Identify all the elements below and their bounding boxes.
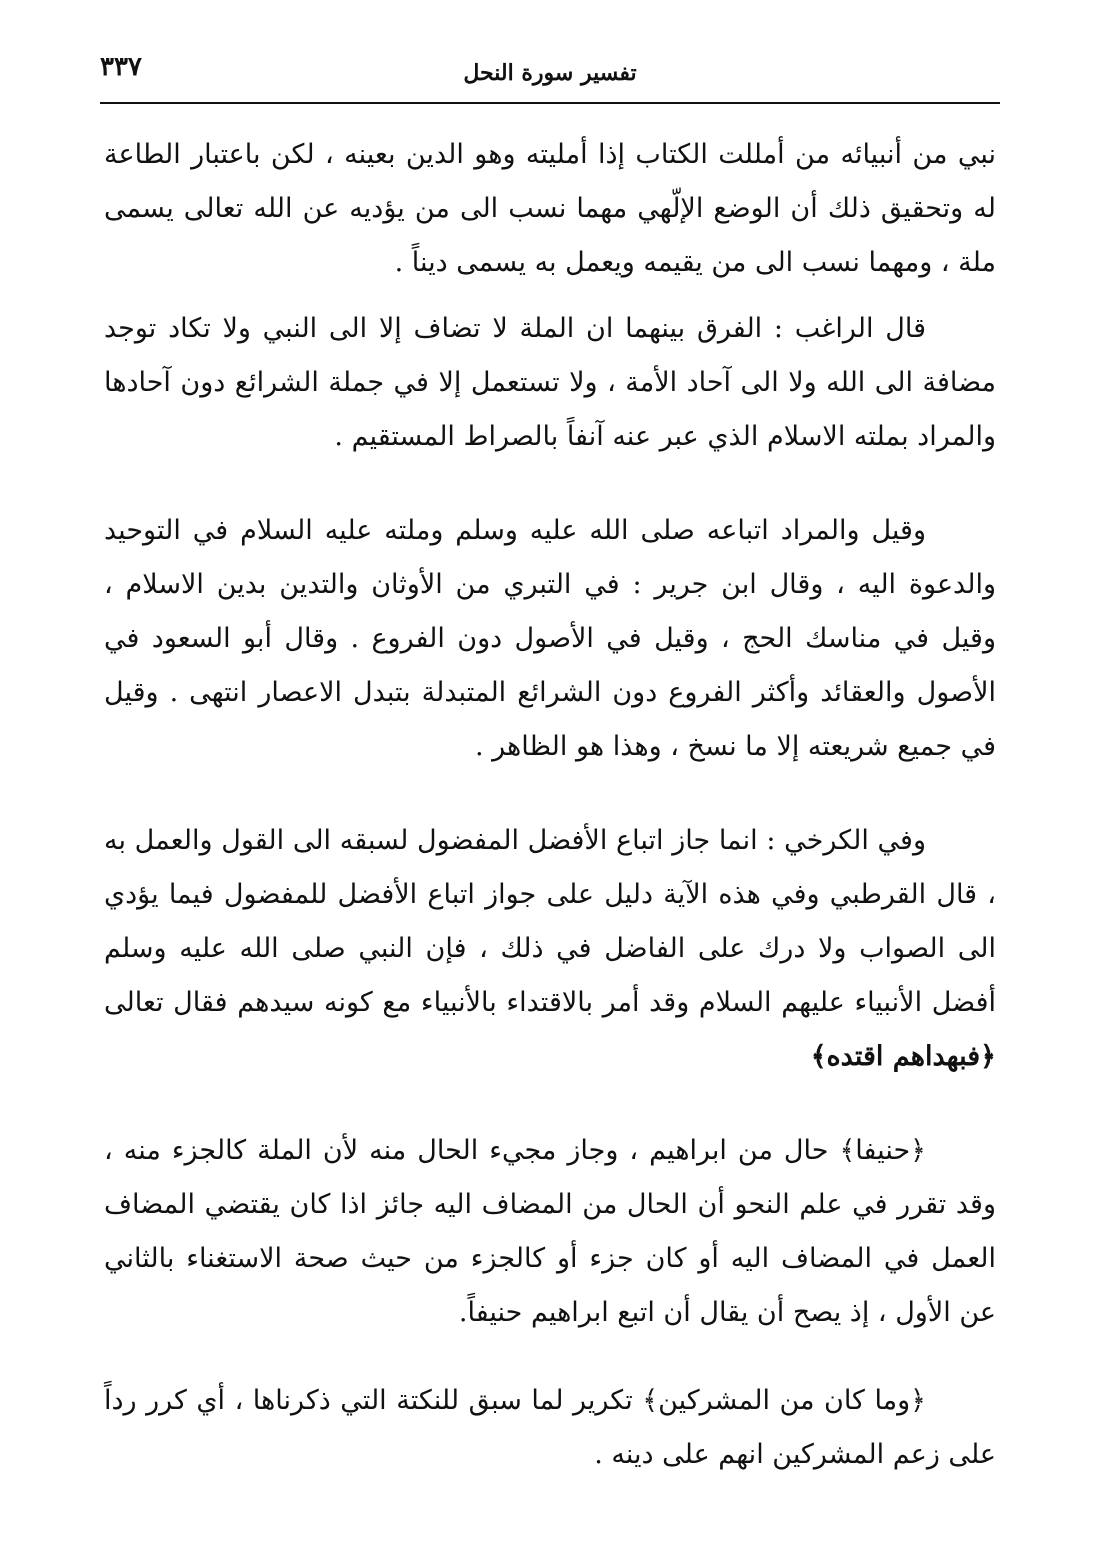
- page-body: [104, 128, 996, 1482]
- paragraph-6: ﴿وما كان من المشركين﴾ تكرير لما سبق للنكتة التي ذكرناها ، أي كرر رداً على زعم المشركين انهم على دينه .: [104, 1385, 996, 1470]
- paragraph-4: [104, 814, 996, 1084]
- paragraph-3: وقيل والمراد اتباعه صلى الله عليه وسلم وملته عليه السلام في التوحيد والدعوة اليه ، وقال ابن جرير : في التبري من الأوثان والتدين بدين الاسلام ، وقيل في مناسك الحج ، وقيل في الأصول دون الفروع . وقال أبو السعود في الأصول والعقائد وأكثر الفروع دون الشرائع المتبدلة بتبدل الاعصار انتهى . وقيل في جميع شريعته إلا ما نسخ ، وهذا هو الظاهر .: [104, 515, 997, 762]
- quran-quote: ﴿فبهداهم اقتده﴾: [810, 1041, 996, 1072]
- paragraph-1: نبي من أنبيائه من أمللت الكتاب إذا أمليته وهو الدين بعينه ، لكن باعتبار الطاعة له وتحقيق ذلك أن الوضع الإلّهي مهما نسب الى من يؤديه عن الله تعالى يسمى ملة ، ومهما نسب الى من يقيمه ويعمل به يسمى ديناً .: [104, 139, 996, 278]
- paragraph-2: قال الراغب : الفرق بينهما ان الملة لا تضاف إلا الى النبي ولا تكاد توجد مضافة الى الله ولا الى آحاد الأمة ، ولا تستعمل إلا في جملة الشرائع دون آحادها والمراد بملته الاسلام الذي عبر عنه آنفاً بالصراط المستقيم .: [104, 313, 996, 452]
- paragraph-5: ﴿حنيفا﴾ حال من ابراهيم ، وجاز مجيء الحال منه لأن الملة كالجزء منه ، وقد تقرر في علم النحو أن الحال من المضاف اليه جائز اذا كان يقتضي المضاف العمل في المضاف اليه أو كان جزء أو كالجزء من حيث صحة الاستغناء بالثاني عن الأول ، إذ يصح أن يقال أن اتبع ابراهيم حنيفاً.: [104, 1135, 996, 1328]
- running-title: تفسير سورة النحل: [463, 60, 637, 86]
- page-number: ٣٣٧: [100, 52, 142, 82]
- page-header: [100, 52, 1000, 104]
- paragraph-4-text: وفي الكرخي : انما جاز اتباع الأفضل المفضول لسبقه الى القول والعمل به ، قال القرطبي وفي هذه الآية دليل على جواز اتباع الأفضل للمفضول فيما يؤدي الى الصواب ولا درك على الفاضل في ذلك ، فإن النبي صلى الله عليه وسلم أفضل الأنبياء عليهم السلام وقد أمر بالاقتداء بالأنبياء مع كونه سيدهم فقال تعالى: [104, 825, 996, 1018]
